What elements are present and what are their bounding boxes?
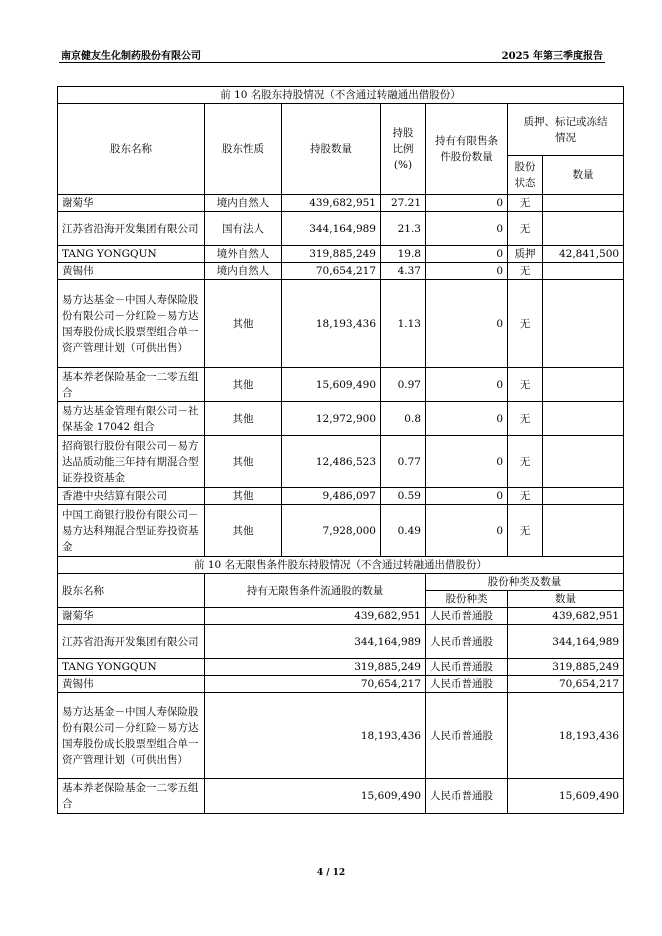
col-shareholder-nature: 股东性质 bbox=[205, 104, 282, 195]
shareholder-name: 易方达基金－中国人寿保险股份有限公司－分红险－易方达国寿股份成长股票型组合单一资产管理计划（可供出售） bbox=[58, 280, 205, 368]
u-share-qty: 18,193,436 bbox=[508, 693, 624, 779]
col-u-shareholder-name: 股东名称 bbox=[58, 574, 205, 608]
table-row bbox=[58, 195, 624, 212]
col-pledge-status bbox=[508, 156, 543, 195]
shares-held: 7,928,000 bbox=[282, 505, 381, 557]
col-pledge-line2: 情况 bbox=[555, 131, 577, 144]
shareholder-nature: 境外自然人 bbox=[205, 246, 282, 263]
shareholder-nature: 其他 bbox=[205, 505, 282, 557]
pledge-qty bbox=[543, 505, 624, 557]
unrestricted-title: 前 10 名无限售条件股东持股情况（不含通过转融通出借股份） bbox=[58, 557, 624, 574]
u-shareholder-name: 黄锡伟 bbox=[58, 676, 205, 693]
u-share-qty: 15,609,490 bbox=[508, 779, 624, 814]
holding-ratio: 0.49 bbox=[381, 505, 426, 557]
u-unrestricted-shares: 18,193,436 bbox=[205, 693, 426, 779]
u-share-type: 人民币普通股 bbox=[426, 625, 508, 659]
table-row bbox=[58, 246, 624, 263]
col-ratio-line3: (%) bbox=[393, 159, 413, 171]
u-unrestricted-shares: 439,682,951 bbox=[205, 608, 426, 625]
pledge-status: 质押 bbox=[508, 246, 543, 263]
pledge-qty bbox=[543, 195, 624, 212]
restricted-shares: 0 bbox=[426, 212, 508, 246]
holding-ratio: 0.97 bbox=[381, 368, 426, 402]
restricted-shares: 0 bbox=[426, 246, 508, 263]
pledge-qty bbox=[543, 402, 624, 436]
u-share-type: 人民币普通股 bbox=[426, 659, 508, 676]
shareholder-nature: 境内自然人 bbox=[205, 263, 282, 280]
holding-ratio: 21.3 bbox=[381, 212, 426, 246]
table-row bbox=[58, 505, 624, 557]
u-shareholder-name: 谢菊华 bbox=[58, 608, 205, 625]
pledge-qty bbox=[543, 212, 624, 246]
shareholder-name: 香港中央结算有限公司 bbox=[58, 488, 205, 505]
u-shareholder-name: TANG YONGQUN bbox=[58, 659, 205, 676]
top10-title: 前 10 名股东持股情况（不含通过转融通出借股份） bbox=[58, 87, 624, 104]
u-shareholder-name: 江苏省沿海开发集团有限公司 bbox=[58, 625, 205, 659]
pledge-status: 无 bbox=[508, 488, 543, 505]
holding-ratio: 27.21 bbox=[381, 195, 426, 212]
table-row bbox=[58, 779, 624, 814]
table-row bbox=[58, 280, 624, 368]
shares-held: 319,885,249 bbox=[282, 246, 381, 263]
shares-held: 18,193,436 bbox=[282, 280, 381, 368]
col-u-share-type: 股份种类 bbox=[426, 591, 508, 608]
pledge-qty bbox=[543, 436, 624, 488]
shareholder-name: 江苏省沿海开发集团有限公司 bbox=[58, 212, 205, 246]
holding-ratio: 1.13 bbox=[381, 280, 426, 368]
pledge-qty bbox=[543, 488, 624, 505]
restricted-shares: 0 bbox=[426, 436, 508, 488]
table-row bbox=[58, 368, 624, 402]
shareholder-nature: 其他 bbox=[205, 280, 282, 368]
shares-held: 70,654,217 bbox=[282, 263, 381, 280]
col-ratio bbox=[381, 104, 426, 195]
shareholder-table bbox=[57, 86, 624, 814]
holding-ratio: 4.37 bbox=[381, 263, 426, 280]
col-restricted bbox=[426, 104, 508, 195]
col-u-unrestricted-shares: 持有无限售条件流通股的数量 bbox=[205, 574, 426, 608]
u-share-qty: 439,682,951 bbox=[508, 608, 624, 625]
u-share-type: 人民币普通股 bbox=[426, 693, 508, 779]
table-row bbox=[58, 608, 624, 625]
pledge-status: 无 bbox=[508, 280, 543, 368]
page-number: 4 / 12 bbox=[316, 868, 346, 878]
shareholder-name: 谢菊华 bbox=[58, 195, 205, 212]
pledge-status: 无 bbox=[508, 402, 543, 436]
pledge-status: 无 bbox=[508, 368, 543, 402]
shareholder-nature: 国有法人 bbox=[205, 212, 282, 246]
pledge-status: 无 bbox=[508, 212, 543, 246]
shares-held: 12,486,523 bbox=[282, 436, 381, 488]
shareholder-name: 招商银行股份有限公司－易方达品质动能三年持有期混合型证券投资基金 bbox=[58, 436, 205, 488]
shares-held: 12,972,900 bbox=[282, 402, 381, 436]
col-ratio-line2: 比例 bbox=[392, 143, 414, 155]
u-shareholder-name: 基本养老保险基金一二零五组合 bbox=[58, 779, 205, 814]
restricted-shares: 0 bbox=[426, 368, 508, 402]
shareholder-nature: 其他 bbox=[205, 402, 282, 436]
shares-held: 439,682,951 bbox=[282, 195, 381, 212]
table-row bbox=[58, 436, 624, 488]
u-share-type: 人民币普通股 bbox=[426, 608, 508, 625]
table-row bbox=[58, 488, 624, 505]
u-shareholder-name: 易方达基金－中国人寿保险股份有限公司－分红险－易方达国寿股份成长股票型组合单一资产管理计划（可供出售） bbox=[58, 693, 205, 779]
shareholder-name: 中国工商银行股份有限公司－易方达科翔混合型证券投资基金 bbox=[58, 505, 205, 557]
u-share-qty: 70,654,217 bbox=[508, 676, 624, 693]
table-row bbox=[58, 693, 624, 779]
shares-held: 9,486,097 bbox=[282, 488, 381, 505]
col-shareholder-name: 股东名称 bbox=[58, 104, 205, 195]
u-unrestricted-shares: 344,164,989 bbox=[205, 625, 426, 659]
col-pledge bbox=[508, 104, 624, 156]
table-row bbox=[58, 402, 624, 436]
shareholder-nature: 其他 bbox=[205, 368, 282, 402]
pledge-status: 无 bbox=[508, 436, 543, 488]
pledge-status: 无 bbox=[508, 195, 543, 212]
holding-ratio: 0.8 bbox=[381, 402, 426, 436]
col-status-line1: 股份 bbox=[514, 161, 536, 173]
pledge-qty bbox=[543, 368, 624, 402]
restricted-shares: 0 bbox=[426, 505, 508, 557]
col-u-share-qty: 数量 bbox=[508, 591, 624, 608]
col-pledge-line1: 质押、标记或冻结 bbox=[523, 115, 608, 128]
restricted-shares: 0 bbox=[426, 280, 508, 368]
col-pledge-qty: 数量 bbox=[543, 156, 624, 195]
restricted-shares: 0 bbox=[426, 402, 508, 436]
col-restricted-line2: 件股份数量 bbox=[440, 151, 493, 163]
shareholder-nature: 其他 bbox=[205, 488, 282, 505]
holding-ratio: 19.8 bbox=[381, 246, 426, 263]
shares-held: 15,609,490 bbox=[282, 368, 381, 402]
report-title: 2025 年第三季度报告 bbox=[501, 51, 603, 62]
u-share-qty: 319,885,249 bbox=[508, 659, 624, 676]
col-u-share-type-group: 股份种类及数量 bbox=[426, 574, 624, 591]
shareholder-nature: 其他 bbox=[205, 436, 282, 488]
table-row bbox=[58, 676, 624, 693]
u-share-type: 人民币普通股 bbox=[426, 779, 508, 814]
header-rule bbox=[59, 62, 605, 63]
table-row bbox=[58, 263, 624, 280]
holding-ratio: 0.59 bbox=[381, 488, 426, 505]
u-unrestricted-shares: 15,609,490 bbox=[205, 779, 426, 814]
holding-ratio: 0.77 bbox=[381, 436, 426, 488]
company-name: 南京健友生化制药股份有限公司 bbox=[61, 51, 201, 62]
table-row bbox=[58, 212, 624, 246]
col-ratio-line1: 持股 bbox=[392, 127, 414, 139]
table-row bbox=[58, 659, 624, 676]
pledge-status: 无 bbox=[508, 263, 543, 280]
u-unrestricted-shares: 319,885,249 bbox=[205, 659, 426, 676]
table-row bbox=[58, 625, 624, 659]
pledge-qty bbox=[543, 280, 624, 368]
pledge-qty bbox=[543, 263, 624, 280]
restricted-shares: 0 bbox=[426, 488, 508, 505]
shareholder-name: 黄锡伟 bbox=[58, 263, 205, 280]
shareholder-nature: 境内自然人 bbox=[205, 195, 282, 212]
u-share-type: 人民币普通股 bbox=[426, 676, 508, 693]
restricted-shares: 0 bbox=[426, 195, 508, 212]
u-share-qty: 344,164,989 bbox=[508, 625, 624, 659]
col-restricted-line1: 持有有限售条 bbox=[435, 135, 498, 147]
u-unrestricted-shares: 70,654,217 bbox=[205, 676, 426, 693]
pledge-qty: 42,841,500 bbox=[543, 246, 624, 263]
col-shares: 持股数量 bbox=[282, 104, 381, 195]
shares-held: 344,164,989 bbox=[282, 212, 381, 246]
col-status-line2: 状态 bbox=[514, 177, 536, 189]
pledge-status: 无 bbox=[508, 505, 543, 557]
restricted-shares: 0 bbox=[426, 263, 508, 280]
shareholder-name: 易方达基金管理有限公司－社保基金 17042 组合 bbox=[58, 402, 205, 436]
shareholder-name: 基本养老保险基金一二零五组合 bbox=[58, 368, 205, 402]
shareholder-name: TANG YONGQUN bbox=[58, 246, 205, 263]
